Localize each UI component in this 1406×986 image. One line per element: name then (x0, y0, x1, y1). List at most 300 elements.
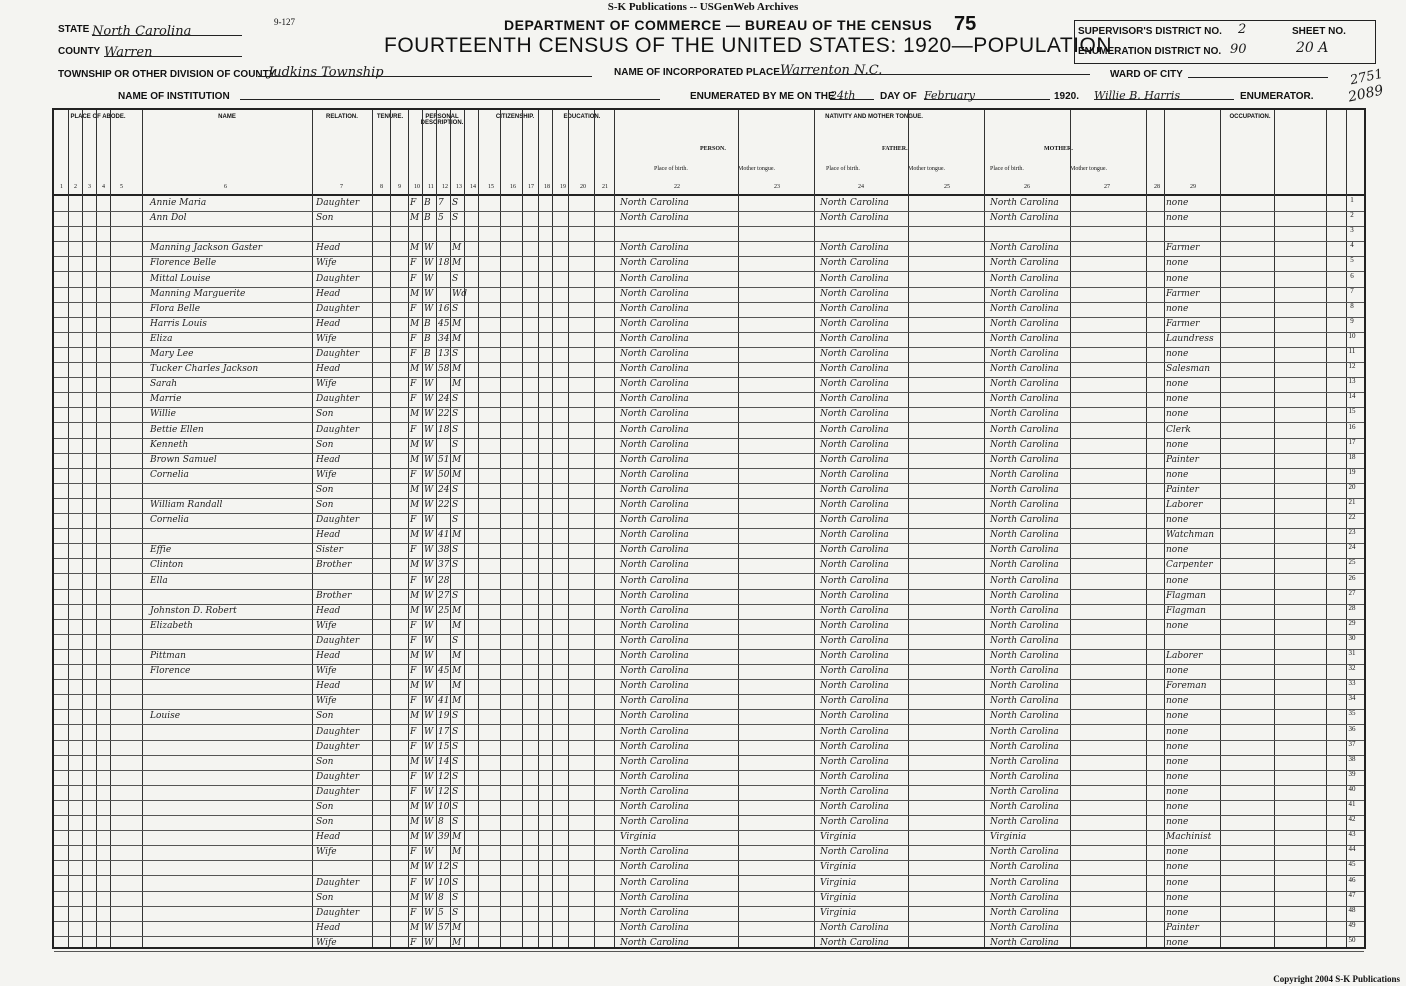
cell-birth: North Carolina (620, 741, 689, 752)
cell-sex: F (410, 771, 417, 782)
cell-rel: Wife (316, 258, 337, 269)
cell-ms: M (452, 651, 462, 661)
cell-sex: F (410, 620, 417, 631)
cell-ms: S (452, 817, 459, 828)
row-number: 31 (1348, 649, 1356, 657)
cell-ms: S (452, 213, 459, 224)
cell-name: Ella (150, 575, 168, 586)
cell-race: W (424, 500, 434, 510)
cell-mb: North Carolina (990, 922, 1059, 933)
cell-sex: M (410, 892, 420, 903)
month-field (924, 86, 1050, 100)
cell-name: Ann Dol (150, 213, 187, 224)
column-number: 9 (398, 184, 401, 190)
cell-occ: Painter (1166, 454, 1199, 465)
cell-race: W (424, 424, 434, 435)
column-number: 7 (340, 184, 343, 190)
cell-mb: North Carolina (990, 273, 1059, 284)
cell-rel: Son (316, 500, 334, 510)
table-row (54, 574, 1364, 590)
cell-ms: M (452, 832, 462, 843)
table-row (54, 392, 1364, 408)
cell-fb: North Carolina (820, 817, 889, 828)
cell-fb: North Carolina (820, 303, 889, 314)
institution-field (240, 86, 660, 100)
cell-ms: S (452, 515, 459, 526)
column-number: 5 (120, 184, 123, 190)
cell-name: Johnston D. Robert (150, 605, 237, 616)
cell-name: Bettie Ellen (150, 424, 204, 435)
table-row (54, 528, 1364, 544)
cell-fb: North Carolina (820, 937, 889, 948)
cell-race: W (424, 258, 434, 269)
cell-age: 25 (438, 605, 450, 616)
cell-mb: North Carolina (990, 333, 1059, 344)
column-number: 19 (560, 184, 566, 190)
table-row (54, 226, 1364, 242)
cell-age: 12 (438, 786, 450, 797)
cell-mb: North Carolina (990, 394, 1059, 405)
cell-occ: none (1166, 515, 1189, 526)
cell-sex: F (410, 258, 417, 269)
row-number: 33 (1348, 679, 1356, 688)
column-number: 17 (528, 184, 534, 190)
table-row (54, 468, 1364, 484)
row-number: 17 (1348, 437, 1356, 446)
cell-rel: Son (316, 892, 334, 903)
cell-rel: Daughter (316, 877, 360, 888)
cell-mb: North Carolina (990, 590, 1059, 601)
cell-sex: F (410, 741, 417, 752)
table-row (54, 513, 1364, 529)
row-number: 14 (1348, 392, 1356, 401)
cell-rel: Son (316, 711, 334, 722)
cell-race: W (424, 786, 434, 797)
cell-sex: F (410, 877, 417, 888)
cell-rel: Head (316, 530, 341, 541)
cell-rel: Daughter (316, 726, 360, 737)
cell-race: W (424, 832, 434, 843)
column-number: 23 (774, 184, 780, 190)
cell-race: W (424, 696, 434, 707)
cell-mb: North Carolina (990, 575, 1059, 586)
cell-sex: F (410, 666, 417, 677)
cell-ms: M (452, 922, 462, 933)
row-number: 20 (1348, 482, 1356, 491)
cell-ms: S (452, 756, 459, 767)
cell-fb: North Carolina (820, 922, 889, 933)
cell-ms: M (452, 258, 462, 269)
cell-ms: S (452, 198, 459, 208)
table-row (54, 589, 1364, 605)
cell-occ: none (1166, 741, 1189, 752)
table-row (54, 800, 1364, 816)
cell-rel: Son (316, 439, 334, 450)
cell-rel: Daughter (316, 741, 360, 752)
row-number: 23 (1348, 528, 1356, 537)
cell-occ: none (1166, 711, 1189, 722)
state-value: North Carolina (92, 24, 192, 39)
cell-birth: North Carolina (620, 771, 689, 782)
cell-age: 14 (438, 756, 450, 767)
cell-mb: North Carolina (990, 877, 1059, 888)
cell-birth: North Carolina (620, 620, 689, 631)
cell-race: W (424, 892, 434, 903)
cell-rel: Wife (316, 937, 337, 948)
cell-ms: M (452, 620, 462, 631)
cell-occ: none (1166, 771, 1189, 782)
cell-sex: M (410, 605, 420, 616)
person-heading: PERSON. (700, 146, 726, 152)
table-row (54, 241, 1364, 257)
cell-age: 19 (438, 711, 450, 722)
cell-name: Effie (150, 545, 172, 556)
cell-birth: North Carolina (620, 530, 689, 541)
cell-sex: M (410, 454, 420, 465)
township-label: TOWNSHIP OR OTHER DIVISION OF COUNTY (58, 69, 276, 80)
cell-race: W (424, 817, 434, 828)
cell-mb: North Carolina (990, 515, 1059, 526)
cell-race: W (424, 575, 434, 586)
cell-mb: North Carolina (990, 847, 1059, 858)
row-number: 39 (1348, 769, 1356, 778)
cell-fb: North Carolina (820, 273, 889, 284)
cell-mb: North Carolina (990, 439, 1059, 450)
cell-mb: North Carolina (990, 892, 1059, 903)
cell-rel: Wife (316, 666, 337, 677)
column-number: 21 (602, 184, 608, 190)
table-row (54, 196, 1364, 212)
cell-age: 41 (438, 696, 450, 707)
table-row (54, 619, 1364, 635)
cell-ms: S (452, 892, 459, 903)
cell-race: W (424, 711, 434, 722)
cell-occ: Farmer (1166, 243, 1200, 254)
col-name: NAME (218, 114, 236, 120)
table-row (54, 906, 1364, 922)
day-value: 24th (830, 89, 856, 102)
cell-mb: North Carolina (990, 681, 1059, 692)
cell-occ: Flagman (1166, 590, 1206, 601)
cell-name: Florence Belle (150, 258, 217, 269)
cell-rel: Brother (316, 590, 352, 601)
cell-name: Manning Jackson Gaster (150, 243, 263, 254)
column-number: 4 (102, 184, 105, 190)
cell-birth: North Carolina (620, 454, 689, 465)
cell-name: Mary Lee (150, 349, 194, 359)
cell-name: Louise (150, 711, 181, 722)
cell-age: 10 (438, 802, 450, 812)
table-header (54, 110, 1364, 196)
county-field (104, 43, 242, 60)
cell-birth: North Carolina (620, 786, 689, 797)
cell-sex: M (410, 364, 420, 375)
cell-age: 39 (438, 832, 450, 843)
cell-birth: North Carolina (620, 243, 689, 254)
enumerated-label: ENUMERATED BY ME ON THE (690, 91, 835, 102)
cell-ms: S (452, 726, 459, 737)
table-row (54, 785, 1364, 801)
cell-occ: Farmer (1166, 318, 1200, 329)
row-number: 24 (1348, 543, 1356, 552)
cell-occ: none (1166, 439, 1189, 450)
cell-mb: North Carolina (990, 651, 1059, 661)
cell-sex: M (410, 862, 420, 873)
column-number: 13 (456, 184, 462, 190)
cell-fb: North Carolina (820, 635, 889, 646)
cell-race: W (424, 454, 434, 465)
cell-sex: M (410, 832, 420, 843)
cell-ms: M (452, 454, 462, 465)
row-number: 29 (1348, 618, 1356, 627)
cell-birth: North Carolina (620, 907, 689, 918)
state-label: STATE (58, 24, 90, 35)
column-number: 6 (224, 184, 227, 190)
cell-occ: none (1166, 726, 1189, 737)
cell-mb: North Carolina (990, 500, 1059, 510)
cell-ms: S (452, 802, 459, 812)
cell-birth: North Carolina (620, 379, 689, 390)
cell-ms: S (452, 545, 459, 556)
cell-mb: North Carolina (990, 907, 1059, 918)
table-row (54, 211, 1364, 227)
table-row (54, 876, 1364, 892)
cell-sex: F (410, 575, 417, 586)
cell-birth: North Carolina (620, 892, 689, 903)
cell-fb: North Carolina (820, 318, 889, 329)
enumerator-label: ENUMERATOR. (1240, 91, 1314, 102)
cell-mb: North Carolina (990, 318, 1059, 329)
column-number: 28 (1154, 184, 1160, 190)
cell-sex: M (410, 409, 420, 420)
cell-age: 8 (438, 892, 444, 903)
table-row (54, 604, 1364, 620)
cell-ms: Wd (452, 288, 468, 299)
cell-ms: S (452, 424, 459, 435)
cell-name: Flora Belle (150, 303, 201, 314)
cell-ms: S (452, 711, 459, 722)
cell-name: Florence (150, 666, 191, 677)
cell-race: W (424, 545, 434, 556)
cell-age: 34 (438, 333, 450, 344)
cell-rel: Daughter (316, 394, 360, 405)
father-heading: FATHER. (882, 146, 908, 152)
cell-sex: M (410, 802, 420, 812)
cell-fb: North Carolina (820, 484, 889, 495)
cell-name: William Randall (150, 500, 223, 510)
row-number: 36 (1348, 724, 1356, 733)
cell-rel: Head (316, 318, 341, 329)
cell-fb: North Carolina (820, 530, 889, 541)
cell-birth: North Carolina (620, 288, 689, 299)
cell-ms: M (452, 379, 462, 390)
cell-mb: North Carolina (990, 620, 1059, 631)
cell-age: 37 (438, 560, 450, 571)
cell-name: Marrie (150, 394, 182, 405)
cell-race: B (424, 213, 431, 224)
cell-sex: M (410, 922, 420, 933)
cell-age: 15 (438, 741, 450, 752)
cell-ms: S (452, 862, 459, 873)
form-number: 9-127 (274, 17, 295, 27)
cell-race: W (424, 771, 434, 782)
cell-rel: Sister (316, 545, 343, 556)
table-row (54, 377, 1364, 393)
row-number: 46 (1348, 875, 1356, 884)
cell-birth: North Carolina (620, 711, 689, 722)
township-value: Judkins Township (268, 65, 384, 80)
cell-mb: North Carolina (990, 605, 1059, 616)
person-tongue-heading: Mother tongue. (738, 166, 775, 172)
cell-rel: Son (316, 484, 334, 495)
day-field (830, 86, 874, 100)
cell-name: Mittal Louise (150, 273, 211, 284)
cell-birth: North Carolina (620, 318, 689, 329)
cell-occ: none (1166, 802, 1189, 812)
cell-ms: S (452, 500, 459, 510)
cell-sex: M (410, 530, 420, 541)
cell-ms: S (452, 484, 459, 495)
table-row (54, 755, 1364, 771)
cell-mb: North Carolina (990, 802, 1059, 812)
enumerator-value: Willie B. Harris (1094, 89, 1181, 102)
cell-ms: M (452, 530, 462, 541)
cell-fb: North Carolina (820, 500, 889, 510)
cell-name: Cornelia (150, 469, 189, 480)
column-number: 2 (74, 184, 77, 190)
cell-fb: North Carolina (820, 439, 889, 450)
cell-race: B (424, 318, 431, 329)
column-number: 22 (674, 184, 680, 190)
institution-label: NAME OF INSTITUTION (118, 91, 230, 102)
cell-mb: North Carolina (990, 862, 1059, 873)
cell-sex: M (410, 213, 420, 224)
cell-ms: S (452, 560, 459, 571)
cell-race: W (424, 741, 434, 752)
cell-ms: S (452, 771, 459, 782)
cell-occ: Carpenter (1166, 560, 1213, 571)
cell-fb: North Carolina (820, 756, 889, 767)
cell-rel: Son (316, 817, 334, 828)
cell-occ: Salesman (1166, 364, 1211, 375)
cell-rel: Daughter (316, 771, 360, 782)
cell-occ: none (1166, 907, 1189, 918)
cell-age: 58 (438, 364, 450, 375)
cell-birth: North Carolina (620, 847, 689, 858)
cell-ms: M (452, 243, 462, 254)
mother-birth-heading: Place of birth. (990, 166, 1024, 172)
cell-age: 28 (438, 575, 450, 586)
row-number: 50 (1348, 935, 1356, 944)
cell-race: W (424, 922, 434, 933)
cell-occ: Farmer (1166, 288, 1200, 299)
cell-fb: Virginia (820, 892, 857, 903)
cell-mb: North Carolina (990, 711, 1059, 722)
cell-mb: North Carolina (990, 349, 1059, 359)
cell-rel: Son (316, 756, 334, 767)
row-number: 5 (1350, 256, 1354, 265)
cell-occ: none (1166, 545, 1189, 556)
cell-birth: North Carolina (620, 651, 689, 661)
cell-fb: North Carolina (820, 651, 889, 661)
cell-rel: Head (316, 922, 341, 933)
cell-occ: none (1166, 847, 1189, 858)
row-number: 35 (1348, 709, 1356, 718)
col-education: EDUCATION. (563, 114, 601, 120)
cell-occ: none (1166, 379, 1189, 390)
cell-birth: North Carolina (620, 590, 689, 601)
column-number: 20 (580, 184, 586, 190)
year-label: 1920. (1054, 91, 1080, 102)
table-row (54, 287, 1364, 303)
cell-sex: F (410, 198, 417, 208)
cell-rel: Head (316, 288, 341, 299)
cell-occ: none (1166, 409, 1189, 420)
cell-rel: Son (316, 802, 334, 812)
cell-mb: North Carolina (990, 635, 1059, 646)
cell-sex: M (410, 590, 420, 601)
cell-fb: North Carolina (820, 469, 889, 480)
row-number: 32 (1348, 664, 1356, 673)
copyright-footer: Copyright 2004 S-K Publications (1273, 974, 1400, 984)
cell-birth: North Carolina (620, 484, 689, 495)
cell-race: W (424, 273, 434, 284)
row-number: 6 (1350, 271, 1354, 280)
cell-age: 45 (438, 318, 450, 329)
cell-fb: North Carolina (820, 198, 889, 208)
column-number: 16 (510, 184, 516, 190)
cell-rel: Head (316, 651, 341, 661)
cell-fb: North Carolina (820, 620, 889, 631)
cell-mb: North Carolina (990, 726, 1059, 737)
cell-fb: North Carolina (820, 364, 889, 375)
row-number: 38 (1348, 754, 1356, 763)
cell-ms: S (452, 349, 459, 359)
cell-ms: M (452, 333, 462, 344)
table-row (54, 891, 1364, 907)
cell-mb: North Carolina (990, 484, 1059, 495)
cell-rel: Wife (316, 379, 337, 390)
cell-birth: North Carolina (620, 439, 689, 450)
cell-name: Sarah (150, 379, 177, 390)
table-row (54, 347, 1364, 363)
cell-birth: North Carolina (620, 198, 689, 208)
cell-sex: F (410, 786, 417, 797)
row-number: 3 (1350, 226, 1354, 235)
cell-birth: North Carolina (620, 937, 689, 948)
row-number: 2 (1350, 211, 1354, 220)
supervisor-label: SUPERVISOR'S DISTRICT NO. (1078, 26, 1222, 37)
cell-sex: F (410, 726, 417, 737)
cell-fb: North Carolina (820, 243, 889, 254)
cell-occ: Machinist (1166, 832, 1212, 843)
cell-mb: North Carolina (990, 666, 1059, 677)
cell-sex: F (410, 394, 417, 405)
cell-birth: North Carolina (620, 349, 689, 359)
cell-birth: North Carolina (620, 258, 689, 269)
cell-ms: M (452, 364, 462, 375)
table-row (54, 543, 1364, 559)
cell-race: W (424, 560, 434, 571)
cell-fb: North Carolina (820, 333, 889, 344)
cell-sex: M (410, 439, 420, 450)
cell-occ: none (1166, 620, 1189, 631)
cell-birth: North Carolina (620, 424, 689, 435)
cell-ms: M (452, 318, 462, 329)
cell-race: B (424, 333, 431, 344)
cell-race: W (424, 937, 434, 948)
cell-birth: North Carolina (620, 877, 689, 888)
